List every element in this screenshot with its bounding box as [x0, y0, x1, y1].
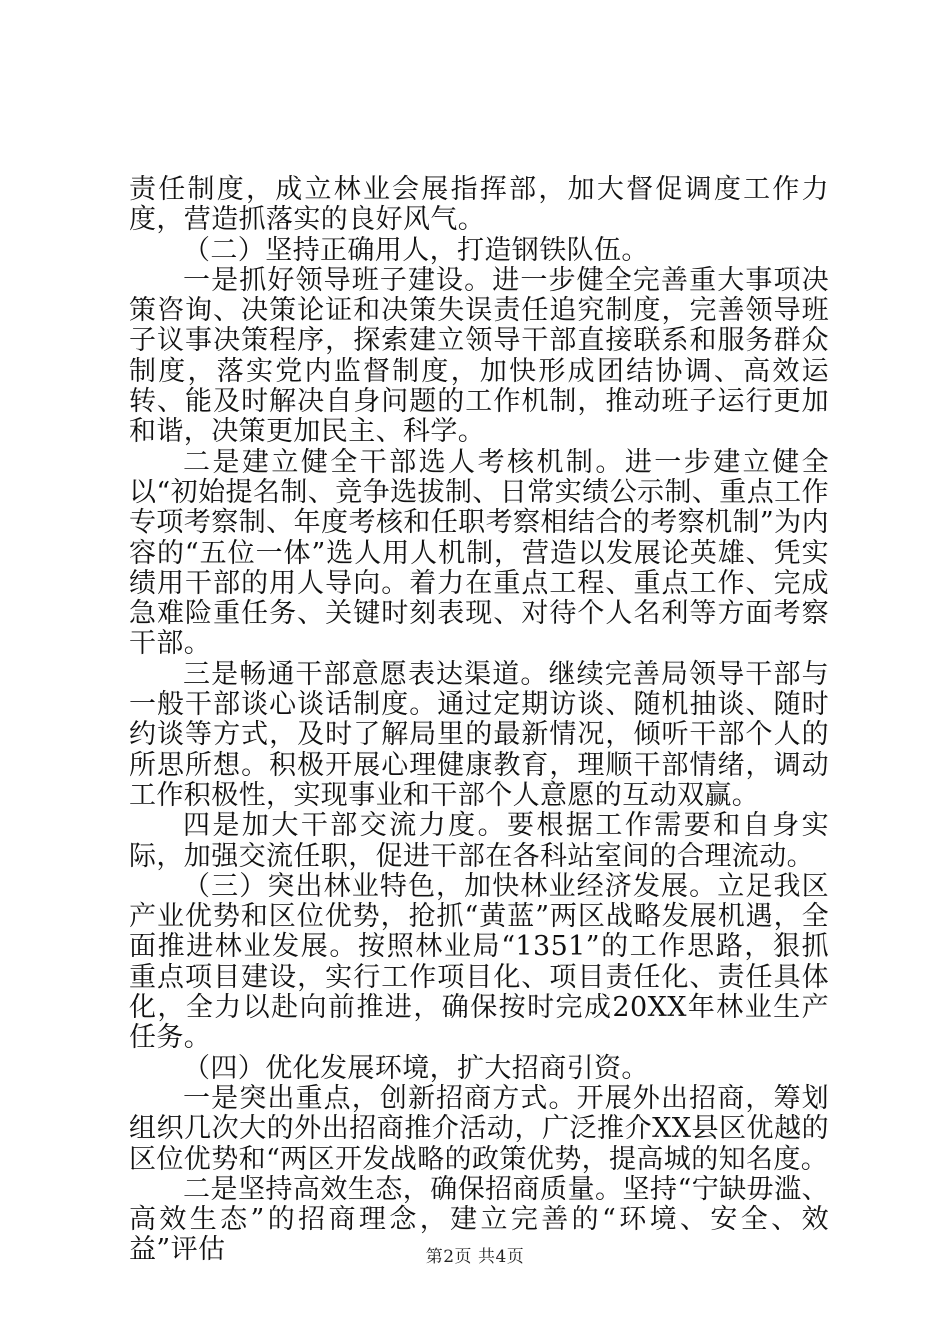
paragraph-3: 一是抓好领导班子建设。进一步健全完善重大事项决策咨询、决策论证和决策失误责任追究制度，完善领导班子议事决策程序，探索建立领导干部直接联系和服务群众制度，落实党内监督制度，加快形成团结协调、高效运转、能及时解决自身问题的工作机制，推动班子运行更加和谐，决策更加民主、科学。: [129, 264, 829, 448]
page-number-footer: 第2页 共4页: [425, 1247, 525, 1267]
paragraph-5: 三是畅通干部意愿表达渠道。继续完善局领导干部与一般干部谈心谈话制度。通过定期访谈、随机抽谈、随时约谈等方式，及时了解局里的最新情况，倾听干部个人的所思所想。积极开展心理健康教育，理顺干部情绪，调动工作积极性，实现事业和干部个人意愿的互动双赢。: [129, 658, 829, 811]
paragraph-6: 四是加大干部交流力度。要根据工作需要和自身实际，加强交流任职，促进干部在各科站室间的合理流动。: [129, 810, 829, 872]
document-body: [129, 175, 829, 1266]
section-heading-2: （二）坚持正确用人，打造钢铁队伍。: [183, 234, 649, 266]
paragraph-1: 责任制度，成立林业会展指挥部，加大督促调度工作力度，营造抓落实的良好风气。: [129, 174, 829, 236]
paragraph-10: 二是坚持高效生态，确保招商质量。坚持“宁缺毋滥、高效生态”的招商理念，建立完善的“环境、安全、效益”评估: [129, 1173, 829, 1266]
paragraph-4: 二是建立健全干部选人考核机制。进一步建立健全以“初始提名制、竞争选拔制、日常实绩公示制、重点工作专项考察制、年度考核和任职考察相结合的考察机制”为内容的“五位一体”选人用人机制，营造以发展论英雄、凭实绩用干部的用人导向。着力在重点工程、重点工作、完成急难险重任务、关键时刻表现、对待个人名利等方面考察干部。: [129, 446, 829, 660]
section-heading-3: （三）突出林业特色，加快林业经济发展。立足我区产业优势和区位优势，抢抓“黄蓝”两区战略发展机遇，全面推进林业发展。按照林业局“1351”的工作思路，狠抓重点项目建设，实行工作项目化、项目责任化、责任具体化，全力以赴向前推进，确保按时完成20XX年林业生产任务。: [129, 870, 829, 1054]
paragraph-9: 一是突出重点，创新招商方式。开展外出招商，筹划组织几次大的外出招商推介活动，广泛推介XX县区优越的区位优势和“两区开发战略的政策优势，提高城的知名度。: [129, 1082, 829, 1175]
section-heading-4: （四）优化发展环境，扩大招商引资。: [183, 1052, 649, 1084]
